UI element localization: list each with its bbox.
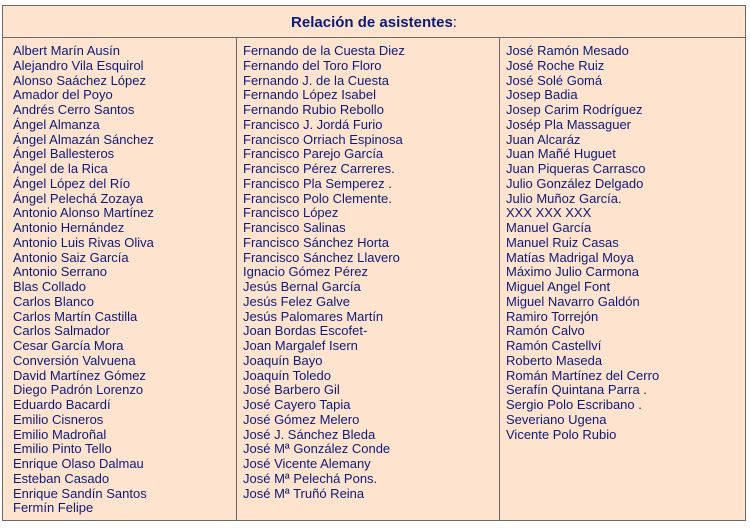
attendee-name: Julio González Delgado <box>506 175 644 191</box>
attendee-name: Serafín Quintana Parra . <box>506 382 647 398</box>
attendee-name: Carlos Martín Castilla <box>13 308 138 324</box>
attendee-name: Jesús Felez Galve <box>243 293 350 309</box>
attendee-name: Vicente Polo Rubio <box>506 426 617 442</box>
attendee-name: Albert Marín Ausín <box>13 43 120 58</box>
attendee-name: Roberto Maseda <box>506 352 603 368</box>
attendee-name: Ángel Almazán Sánchez <box>13 131 154 147</box>
attendee-name: Francisco Salinas <box>243 220 346 235</box>
attendee-name: Francisco Orriach Espinosa <box>243 131 403 147</box>
attendee-name: Francisco Sánchez Horta <box>243 234 389 250</box>
attendee-name: Ángel Ballesteros <box>13 146 115 162</box>
attendee-name: José Gómez Melero <box>243 411 360 427</box>
attendee-name: Manuel García <box>506 220 592 235</box>
attendee-name: Sergio Polo Escribano . <box>506 397 642 412</box>
attendee-name: Ángel López del Río <box>13 175 131 191</box>
attendee-name: Alejandro Vila Esquirol <box>13 57 144 73</box>
attendee-name: Alonso Saáchez López <box>13 72 146 88</box>
attendee-name: Josép Pla Massaguer <box>506 116 632 132</box>
attendee-name: Emilio Pinto Tello <box>13 441 112 457</box>
attendee-name: Esteban Casado <box>13 470 110 486</box>
attendee-name: Enrique Olaso Dalmau <box>13 456 144 471</box>
attendee-name: Cesar García Mora <box>13 338 124 353</box>
attendee-name: Severiano Ugena <box>506 411 607 427</box>
attendee-name: Miguel Angel Font <box>506 279 611 294</box>
attendee-name: Francisco López <box>243 205 339 221</box>
attendee-name: Juan Alcaráz <box>506 131 581 147</box>
attendee-name: Francisco Sánchez Llavero <box>243 249 400 265</box>
attendee-name: José Ramón Mesado <box>506 43 629 58</box>
attendee-name: José Barbero Gil <box>243 382 340 398</box>
attendee-name: Ignacio Gómez Pérez <box>243 264 369 280</box>
attendee-name: José Mª González Conde <box>243 441 391 457</box>
attendee-name: Andrés Cerro Santos <box>13 102 135 117</box>
attendee-name: XXX XXX XXX <box>506 205 592 221</box>
attendee-name: Antonio Saiz García <box>13 249 129 265</box>
attendee-column-2 <box>236 38 499 520</box>
attendee-name: Miguel Navarro Galdón <box>506 293 640 309</box>
attendee-name: Fernando Rubio Rebollo <box>243 102 384 117</box>
attendee-name: Ramiro Torrejón <box>506 308 599 324</box>
attendee-name: José Roche Ruiz <box>506 57 605 73</box>
attendee-name: Manuel Ruiz Casas <box>506 234 619 250</box>
attendee-column-3 <box>499 38 745 520</box>
attendee-name: Francisco Pla Semperez . <box>243 175 392 191</box>
attendee-name: Fermín Felipe <box>13 500 94 516</box>
attendee-name: Antonio Luis Rivas Oliva <box>13 234 154 250</box>
attendee-name: Diego Padrón Lorenzo <box>13 382 144 398</box>
attendee-name: Antonio Hernández <box>13 220 125 235</box>
attendee-name: Francisco Pérez Carreres. <box>243 161 395 176</box>
attendee-name: Fernando López Isabel <box>243 87 376 103</box>
attendee-name: Emilio Cisneros <box>13 411 104 427</box>
attendee-column-1 <box>3 38 236 520</box>
table-title: Relación de asistentes <box>291 14 453 31</box>
attendee-name: Matías Madrigal Moya <box>506 249 634 265</box>
attendee-name: Joaquín Toledo <box>243 367 331 383</box>
attendee-name: Joan Margalef Isern <box>243 338 358 353</box>
attendee-name: José Vicente Alemany <box>243 456 371 471</box>
attendee-name: Juan Mañé Huguet <box>506 146 616 162</box>
attendee-name: Ramón Calvo <box>506 323 585 339</box>
attendee-name: José Solé Gomá <box>506 72 603 88</box>
attendee-name: Ramón Castellví <box>506 338 602 353</box>
attendee-name: Máximo Julio Carmona <box>506 264 639 280</box>
attendee-name: Joaquín Bayo <box>243 352 323 368</box>
attendee-name: David Martínez Gómez <box>13 367 146 383</box>
attendee-name: Fernando J. de la Cuesta <box>243 72 389 88</box>
attendee-name: Conversión Valvuena <box>13 352 136 368</box>
attendee-name: Fernando del Toro Floro <box>243 57 382 73</box>
attendee-name: Ángel Almanza <box>13 116 100 132</box>
attendee-name: Eduardo Bacardí <box>13 397 111 412</box>
attendee-name: Julio Muñoz García. <box>506 190 622 206</box>
attendee-name: Ángel de la Rica <box>13 161 108 176</box>
attendee-name: Amador del Poyo <box>13 87 113 103</box>
attendee-name: Ángel Pelechá Zozaya <box>13 190 144 206</box>
attendee-name: Francisco Parejo García <box>243 146 384 162</box>
attendee-name: José Cayero Tapia <box>243 397 351 412</box>
attendee-name: José J. Sánchez Bleda <box>243 426 376 442</box>
attendee-name: Carlos Salmador <box>13 323 110 339</box>
attendee-name: José Mª Pelechá Pons. <box>243 470 378 486</box>
attendee-name: Antonio Serrano <box>13 264 107 280</box>
attendee-name: Antonio Alonso Martínez <box>13 205 154 221</box>
attendee-name: José Mª Truñó Reina <box>243 485 365 501</box>
title-colon: : <box>452 14 457 31</box>
attendee-name: Francisco Polo Clemente. <box>243 190 392 206</box>
attendee-table <box>2 5 746 521</box>
attendee-name: Josep Badia <box>506 87 578 103</box>
attendee-name: Joan Bordas Escofet- <box>243 323 368 339</box>
table-header <box>3 6 745 38</box>
attendee-name: Jesús Palomares Martín <box>243 308 384 324</box>
attendee-name: Román Martínez del Cerro <box>506 367 660 383</box>
attendee-name: Fernando de la Cuesta Diez <box>243 43 405 58</box>
attendee-name: Enrique Sandín Santos <box>13 485 147 501</box>
attendee-name: Juan Piqueras Carrasco <box>506 161 646 176</box>
attendee-name: Josep Carim Rodríguez <box>506 102 643 117</box>
attendee-name: Francisco J. Jordá Furio <box>243 116 383 132</box>
attendee-name: Blas Collado <box>13 279 86 294</box>
attendee-name: Jesús Bernal García <box>243 279 361 294</box>
attendee-name: Emilio Madroñal <box>13 426 107 442</box>
attendee-name: Carlos Blanco <box>13 293 94 309</box>
